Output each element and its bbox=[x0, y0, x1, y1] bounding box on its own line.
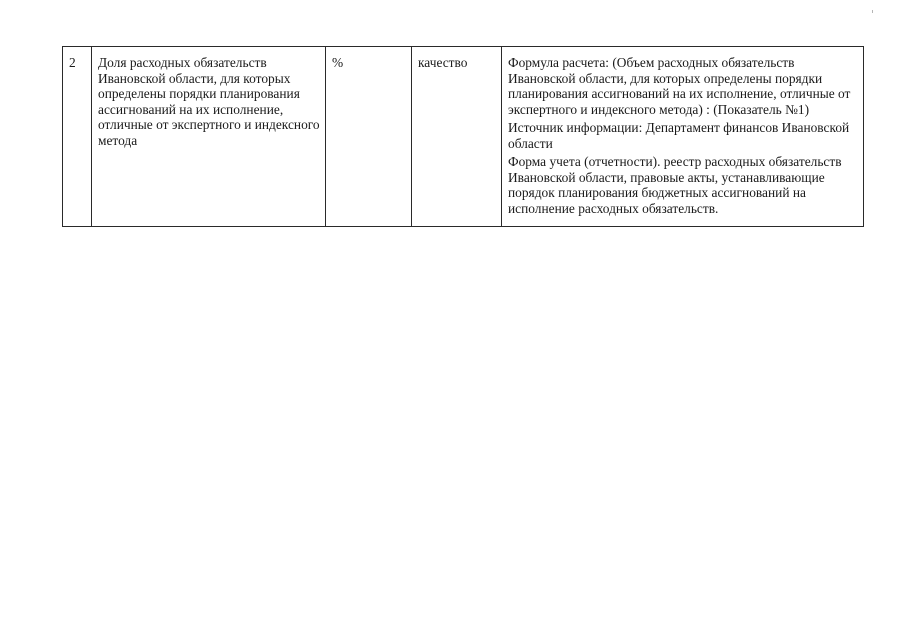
calculation-description-cell bbox=[502, 47, 864, 227]
unit-cell bbox=[326, 47, 412, 227]
row-number: 2 bbox=[69, 55, 76, 70]
indicator-name: Доля расходных обязательств Ивановской области, для которых определены порядки планирования ассигнований на их исполнение, отличные от экспертного и индексного метода bbox=[98, 55, 320, 148]
row-number-cell bbox=[63, 47, 92, 227]
calculation-formula: Формула расчета: (Объем расходных обязательств Ивановской области, для которых определены порядки планирования ассигнований на их исполнение, отличные от экспертного и индексного метода) : (Показатель №1) bbox=[508, 55, 851, 117]
reporting-form: Форма учета (отчетности). реестр расходных обязательств Ивановской области, правовые акты, устанавливающие порядок планирования бюджетных ассигнований на исполнение расходных обязательств. bbox=[508, 154, 842, 216]
scan-speck bbox=[872, 10, 873, 13]
indicator-table bbox=[62, 46, 864, 227]
table-row bbox=[63, 47, 864, 227]
indicator-type: качество bbox=[418, 55, 468, 70]
unit-of-measure: % bbox=[332, 55, 344, 70]
indicator-type-cell bbox=[412, 47, 502, 227]
indicator-name-cell bbox=[92, 47, 326, 227]
information-source: Источник информации: Департамент финансов Ивановской области bbox=[508, 120, 850, 151]
